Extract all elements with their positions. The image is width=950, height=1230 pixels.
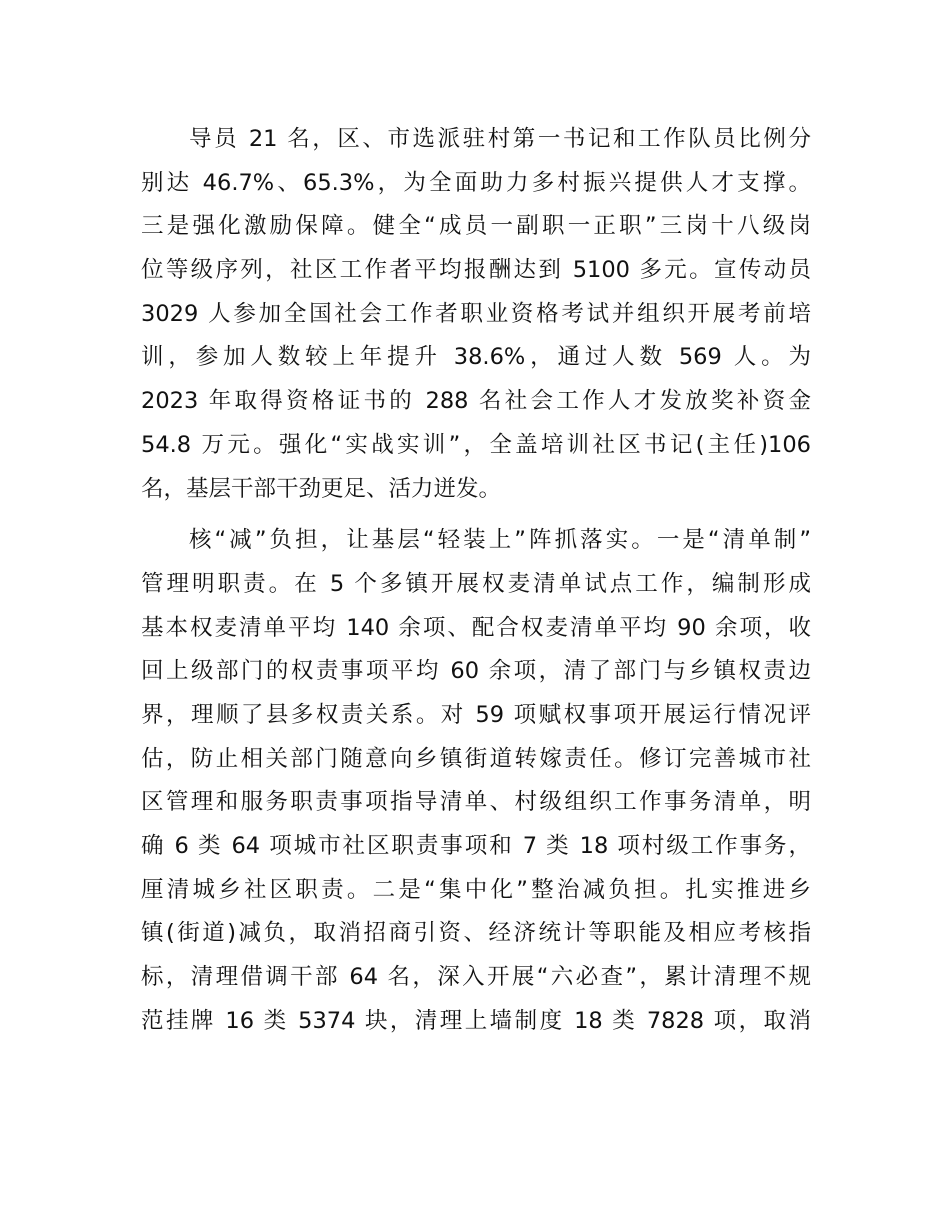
text-line: 名，基层干部干劲更足、活力迸发。 (141, 475, 502, 502)
text-line: 别达 46.7%、65.3%，为全面助力多村振兴提供人才支撑。 (141, 169, 811, 196)
text-line: 3029 人参加全国社会工作者职业资格考试并组织开展考前培 (141, 300, 811, 327)
paragraph-spacer (141, 511, 811, 519)
text-line: 估，防止相关部门随意向乡镇街道转嫁责任。修订完善城市社 (141, 745, 811, 772)
text-line: 核“减”负担，让基层“轻装上”阵抓落实。一是“清单制” (189, 527, 811, 554)
text-line: 回上级部门的权责事项平均 60 余项，清了部门与乡镇权责边 (141, 658, 811, 685)
text-line: 镇(街道)减负，取消招商引资、经济统计等职能及相应考核指 (141, 920, 811, 947)
body-text (141, 118, 811, 1043)
text-line: 54.8 万元。强化“实战实训”，全盖培训社区书记(主任)106 (141, 431, 811, 458)
text-line: 界，理顺了县多权责关系。对 59 项赋权事项开展运行情况评 (141, 701, 811, 728)
text-line: 管理明职责。在 5 个多镇开展权麦清单试点工作，编制形成 (141, 570, 811, 597)
text-line: 区管理和服务职责事项指导清单、村级组织工作事务清单，明 (141, 789, 811, 816)
text-line: 基本权麦清单平均 140 余项、配合权麦清单平均 90 余项，收 (141, 614, 811, 641)
text-line: 导员 21 名，区、市选派驻村第一书记和工作队员比例分 (189, 126, 811, 152)
text-line: 厘清城乡社区职责。二是“集中化”整治减负担。扎实推进乡 (141, 876, 811, 903)
text-line: 三是强化激励保障。健全“成员一副职一正职”三岗十八级岗 (141, 213, 811, 240)
text-line: 位等级序列，社区工作者平均报酬达到 5100 多元。宣传动员 (141, 257, 811, 284)
text-line: 标，清理借调干部 64 名，深入开展“六必查”，累计清理不规 (141, 964, 811, 991)
text-line: 确 6 类 64 项城市社区职责事项和 7 类 18 项村级工作事务， (141, 833, 811, 859)
text-line: 范挂牌 16 类 5374 块，清理上墙制度 18 类 7828 项，取消 (141, 1007, 811, 1034)
paragraph-talent-support (141, 118, 811, 511)
text-line: 训，参加人数较上年提升 38.6%，通过人数 569 人。为 (141, 344, 811, 371)
text-line: 2023 年取得资格证书的 288 名社会工作人才发放奖补资金 (141, 388, 811, 415)
paragraph-burden-reduction (141, 519, 811, 1043)
